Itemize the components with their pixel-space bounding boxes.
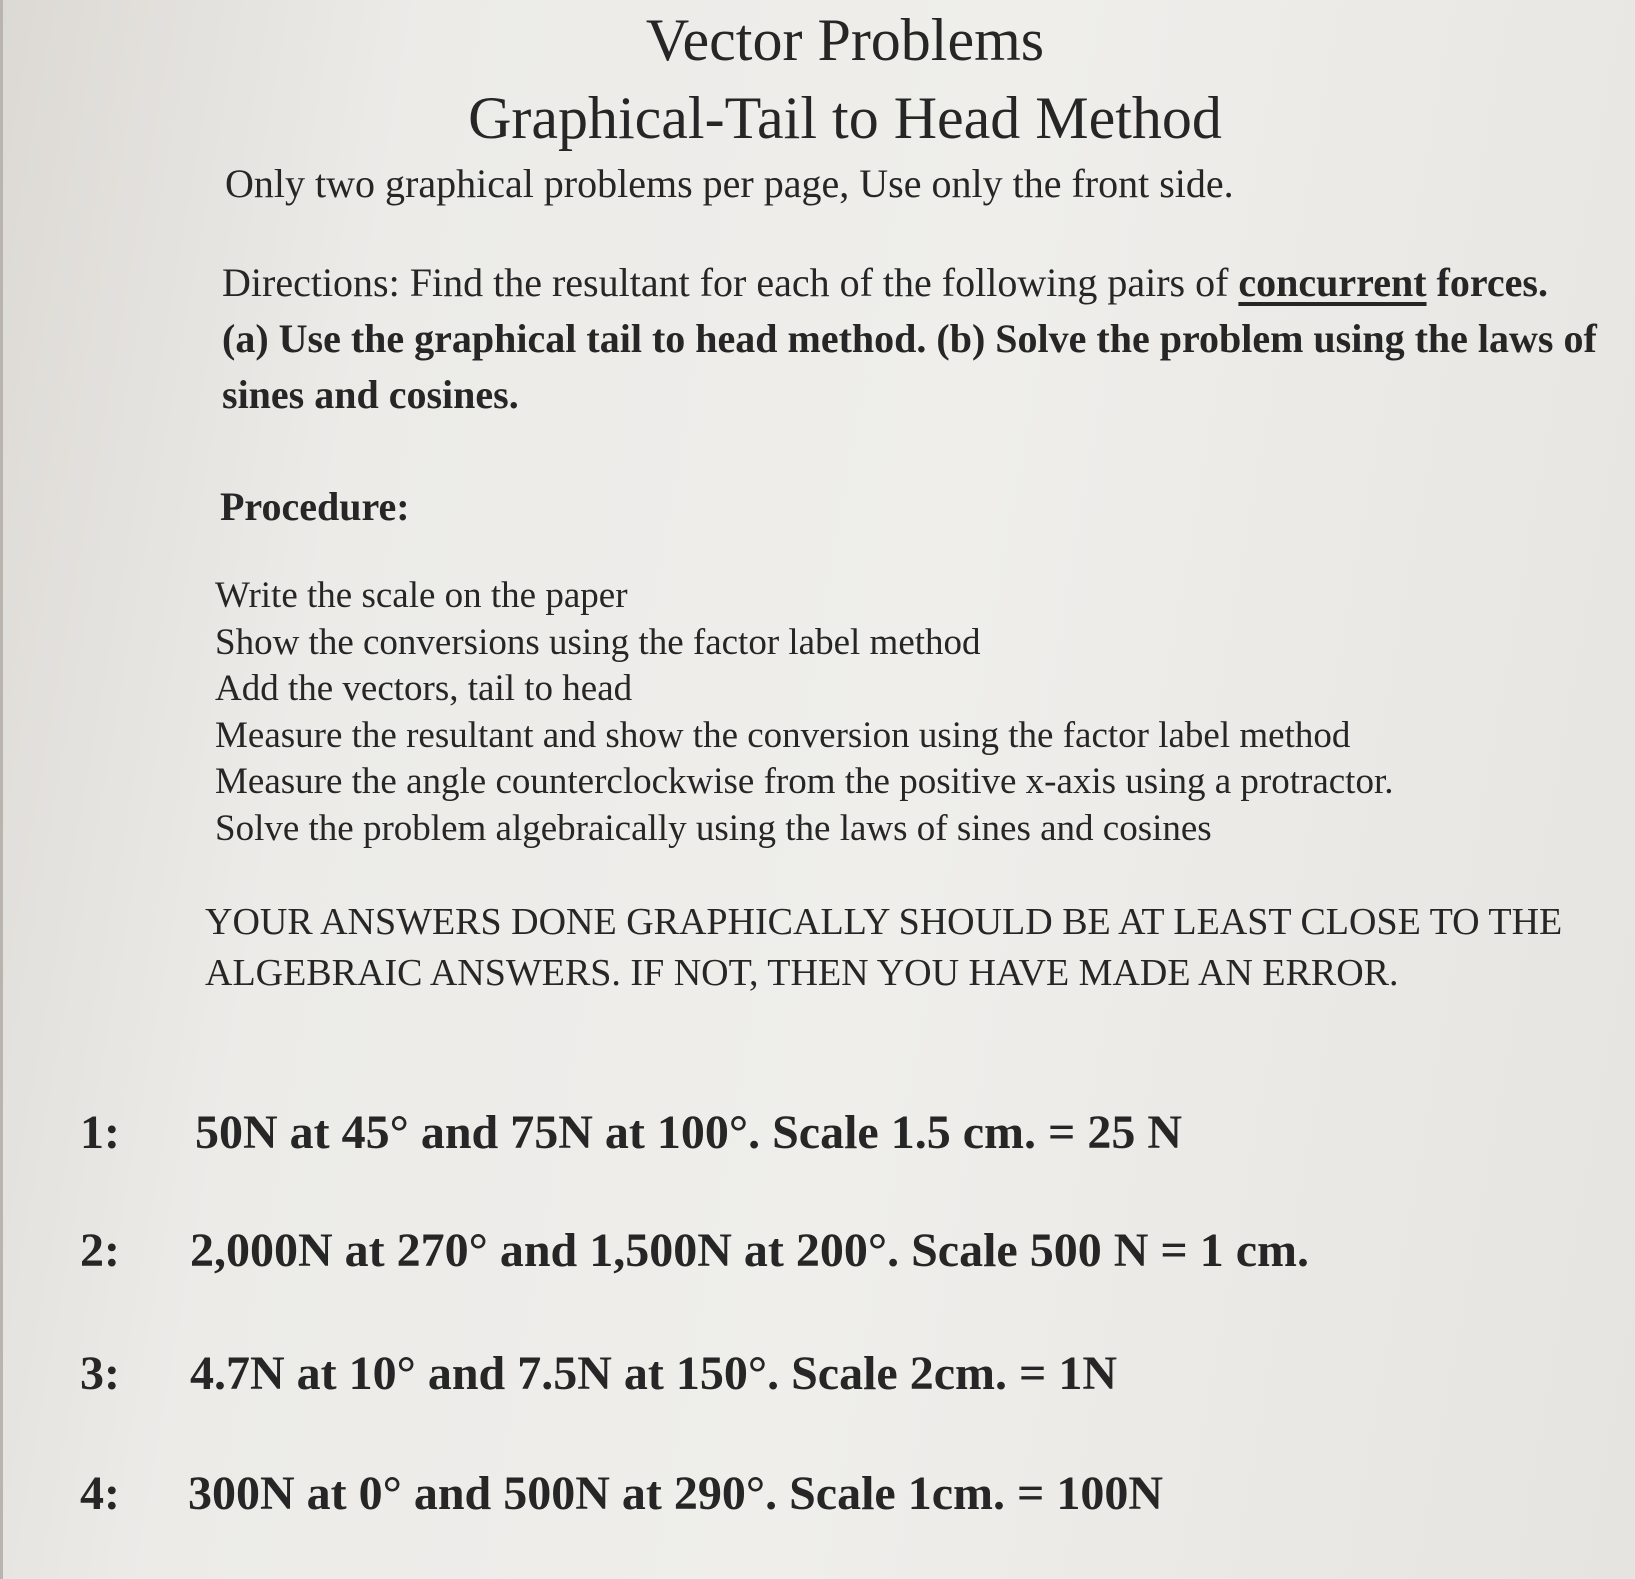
problem-text: 4.7N at 10° and 7.5N at 150°. Scale 2cm. = 1N [190, 1347, 1118, 1400]
procedure-step: Add the vectors, tail to head [215, 668, 633, 709]
problem-number: 2: [80, 1224, 120, 1277]
procedure-step: Solve the problem algebraically using the laws of sines and cosines [215, 807, 1212, 849]
directions-underlined-word: concurrent [1238, 260, 1427, 305]
directions-intro: Directions: Find the resultant for each of the following pairs of [222, 260, 1229, 305]
procedure-heading: Procedure: [220, 484, 410, 529]
problem-number: 4: [80, 1467, 120, 1520]
problem-item [0, 1346, 1635, 1406]
procedure-step: Show the conversions using the factor label method [215, 621, 981, 663]
problem-item [0, 1105, 1635, 1165]
page-title: Vector Problems [645, 7, 1045, 73]
warning-paragraph: YOUR ANSWERS DONE GRAPHICALLY SHOULD BE AT LEAST CLOSE TO THE ALGEBRAIC ANSWERS. IF NOT, THEN YOU HAVE MADE AN ERROR. [205, 901, 1563, 994]
procedure-list [215, 573, 1394, 852]
problem-text: 2,000N at 270° and 1,500N at 200°. Scale 500 N = 1 cm. [190, 1224, 1310, 1277]
problem-number: 1: [80, 1106, 120, 1159]
page-edge [0, 0, 3, 1579]
directions-bold-text: forces. (a) Use the graphical tail to head method. (b) Solve the problem using the laws of sines and cosines. [222, 260, 1597, 417]
procedure-step: Measure the angle counterclockwise from the positive x-axis using a protractor. [215, 761, 1394, 802]
problem-item [0, 1466, 1635, 1526]
page-subtitle: Graphical-Tail to Head Method [468, 85, 1222, 151]
problem-number: 3: [80, 1347, 120, 1400]
procedure-step: Measure the resultant and show the conversion using the factor label method [215, 714, 1351, 756]
procedure-step: Write the scale on the paper [215, 575, 628, 616]
problem-text: 50N at 45° and 75N at 100°. Scale 1.5 cm. = 25 N [195, 1106, 1183, 1159]
directions-paragraph [222, 255, 1602, 423]
problem-text: 300N at 0° and 500N at 290°. Scale 1cm. = 100N [188, 1467, 1164, 1520]
problem-item [0, 1223, 1635, 1283]
page-note: Only two graphical problems per page, Use only the front side. [225, 161, 1234, 206]
